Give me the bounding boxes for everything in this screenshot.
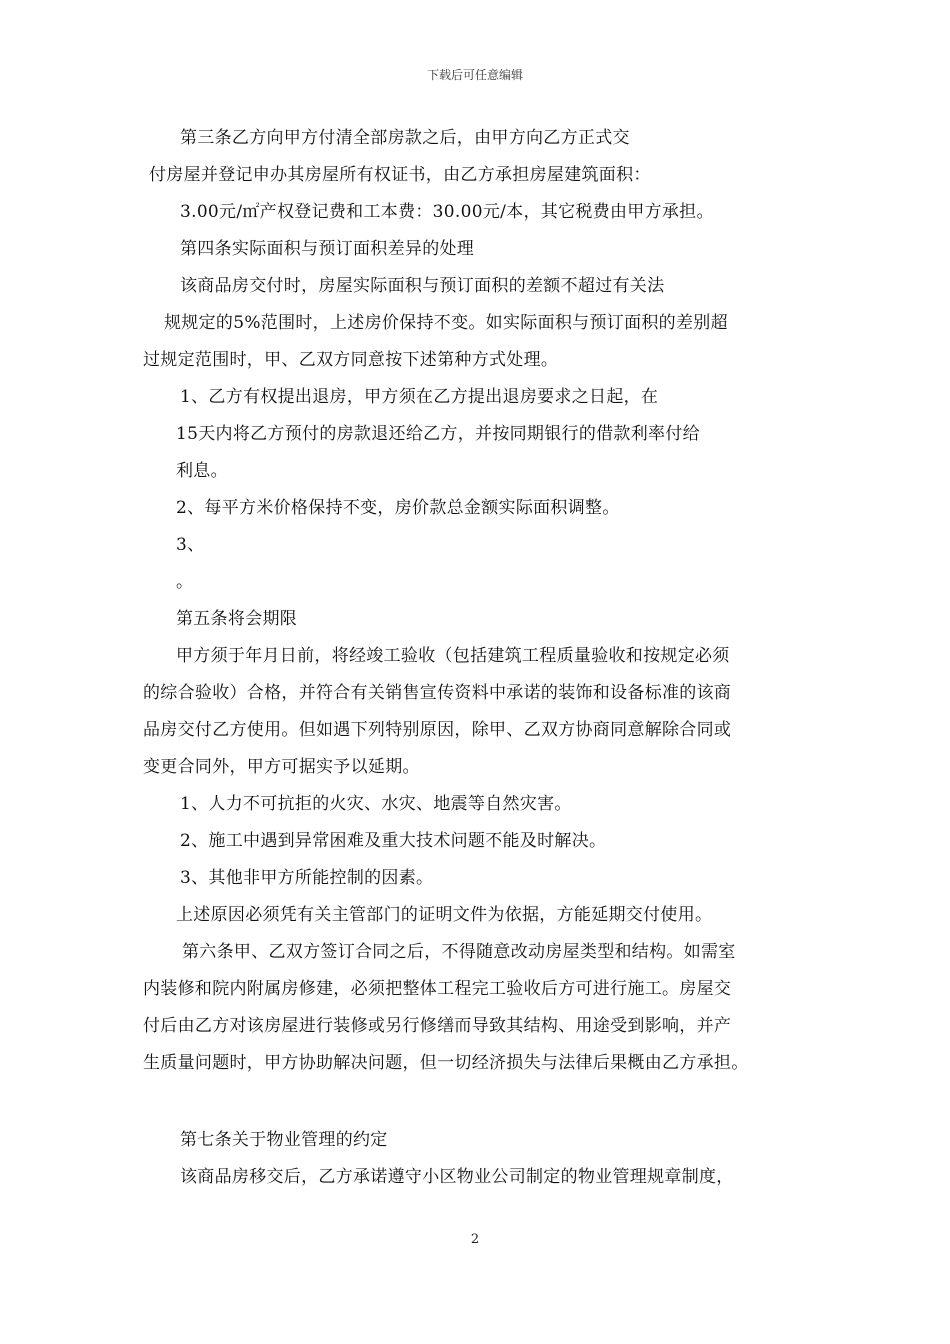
text-line: 该商品房移交后，乙方承诺遵守小区物业公司制定的物业管理规章制度， — [180, 1167, 734, 1187]
text-line: 过规定范围时，甲、乙双方同意按下述第种方式处理。 — [143, 350, 559, 370]
text-line: 内装修和院内附属房修建，必须把整体工程完工验收后方可进行施工。房屋交 — [143, 979, 732, 999]
text-line: 第七条关于物业管理的约定 — [180, 1130, 388, 1150]
text-line: 。 — [176, 572, 194, 592]
text-line: 2、每平方米价格保持不变，房价款总金额实际面积调整。 — [176, 498, 620, 518]
text-line: 3.00元/㎡产权登记费和工本费：30.00元/本，其它税费由甲方承担。 — [180, 202, 714, 222]
text-line: 第四条实际面积与预订面积差异的处理 — [180, 239, 475, 259]
text-line: 3、 — [176, 535, 205, 555]
text-line: 该商品房交付时，房屋实际面积与预订面积的差额不超过有关法 — [180, 276, 665, 296]
text-line: 1、人力不可抗拒的火灾、水灾、地震等自然灾害。 — [180, 794, 572, 814]
text-line: 15天内将乙方预付的房款退还给乙方，并按同期银行的借款利率付给 — [176, 424, 700, 444]
text-line: 变更合同外，甲方可据实予以延期。 — [143, 757, 420, 777]
text-line: 第五条将会期限 — [176, 609, 298, 629]
text-line: 2、施工中遇到异常困难及重大技术问题不能及时解决。 — [180, 831, 607, 851]
text-line: 第六条甲、乙双方签订合同之后，不得随意改动房屋类型和结构。如需室 — [182, 942, 736, 962]
text-line: 甲方须于年月日前，将经竣工验收（包括建筑工程质量验收和按规定必须 — [176, 646, 730, 666]
text-line: 1、乙方有权提出退房，甲方须在乙方提出退房要求之日起，在 — [180, 387, 659, 407]
text-line: 利息。 — [176, 461, 228, 481]
page-header: 下载后可任意编辑 — [426, 68, 523, 82]
text-line: 上述原因必须凭有关主管部门的证明文件为依据，方能延期交付使用。 — [176, 905, 713, 925]
page-number: 2 — [470, 1232, 480, 1247]
text-line: 的综合验收）合格，并符合有关销售宣传资料中承诺的装饰和设备标准的该商 — [143, 683, 732, 703]
text-line: 第三条乙方向甲方付清全部房款之后，由甲方向乙方正式交 — [180, 128, 630, 148]
text-line: 生质量问题时，甲方协助解决问题，但一切经济损失与法律后果概由乙方承担。 — [143, 1053, 749, 1073]
text-line: 3、其他非甲方所能控制的因素。 — [180, 868, 434, 888]
text-line: 付房屋并登记申办其房屋所有权证书，由乙方承担房屋建筑面积： — [149, 165, 651, 185]
text-line: 品房交付乙方使用。但如遇下列特别原因，除甲、乙双方协商同意解除合同或 — [143, 720, 732, 740]
text-line: 付后由乙方对该房屋进行装修或另行修缮而导致其结构、用途受到影响，并产 — [143, 1016, 732, 1036]
text-line: 规规定的5%范围时，上述房价保持不变。如实际面积与预订面积的差别超 — [164, 313, 728, 333]
